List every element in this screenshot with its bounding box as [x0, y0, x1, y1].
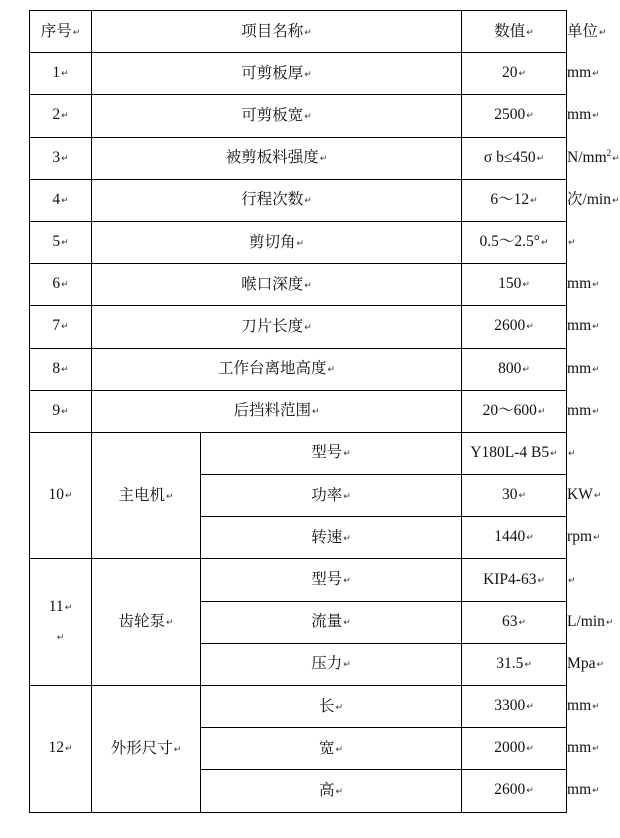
seq-cell: 5↵ — [30, 221, 92, 263]
value-cell: σ b≤450↵ — [462, 137, 567, 179]
table-row: 4↵ 行程次数↵ 6～12↵ 次/min↵ — [30, 179, 567, 221]
value-cell: 800↵ — [462, 348, 567, 390]
seq-cell: 1↵ — [30, 53, 92, 95]
name-cell: 剪切角↵ — [92, 221, 462, 263]
table-row: 7↵ 刀片长度↵ 2600↵ mm↵ — [30, 306, 567, 348]
table-row: 1↵ 可剪板厚↵ 20↵ mm↵ — [30, 53, 567, 95]
name-cell: 后挡料范围↵ — [92, 390, 462, 432]
group-row: 流量↵ 63↵ L/min↵ — [30, 601, 567, 643]
name-cell: 被剪板料强度↵ — [92, 137, 462, 179]
table-row: 8↵ 工作台离地高度↵ 800↵ mm↵ — [30, 348, 567, 390]
name-cell: 工作台离地高度↵ — [92, 348, 462, 390]
seq-cell: 12↵ — [30, 686, 92, 813]
sub-label-cell: 型号↵ — [201, 559, 462, 601]
group-name-cell: 齿轮泵↵ — [92, 559, 201, 686]
value-cell: 63↵ — [462, 601, 567, 643]
value-cell: 30↵ — [462, 475, 567, 517]
name-cell: 可剪板宽↵ — [92, 95, 462, 137]
value-cell: 2500↵ — [462, 95, 567, 137]
group-row: 11↵ ↵ 齿轮泵↵ 型号↵ KIP4-63↵ ↵ — [30, 559, 567, 601]
table-row: 9↵ 后挡料范围↵ 20～600↵ mm↵ — [30, 390, 567, 432]
sub-label-cell: 宽↵ — [201, 728, 462, 770]
group-row: 功率↵ 30↵ KW↵ — [30, 475, 567, 517]
group-row: 压力↵ 31.5↵ Mpa↵ — [30, 643, 567, 685]
header-name: 项目名称↵ — [92, 11, 462, 53]
value-cell: 2600↵ — [462, 770, 567, 812]
group-row: 10↵ 主电机↵ 型号↵ Y180L-4 B5↵ ↵ — [30, 432, 567, 474]
sub-label-cell: 长↵ — [201, 686, 462, 728]
group-row: 12↵ 外形尺寸↵ 长↵ 3300↵ mm↵ — [30, 686, 567, 728]
sub-label-cell: 转速↵ — [201, 517, 462, 559]
value-cell: 20～600↵ — [462, 390, 567, 432]
sub-label-cell: 功率↵ — [201, 475, 462, 517]
group-name-cell: 主电机↵ — [92, 432, 201, 559]
group-row: 高↵ 2600↵ mm↵ — [30, 770, 567, 812]
group-name-cell: 外形尺寸↵ — [92, 686, 201, 813]
table-row: 6↵ 喉口深度↵ 150↵ mm↵ — [30, 264, 567, 306]
seq-cell: 9↵ — [30, 390, 92, 432]
table-row: 2↵ 可剪板宽↵ 2500↵ mm↵ — [30, 95, 567, 137]
value-cell: 2600↵ — [462, 306, 567, 348]
value-cell: KIP4-63↵ — [462, 559, 567, 601]
seq-cell: 6↵ — [30, 264, 92, 306]
value-cell: 1440↵ — [462, 517, 567, 559]
spec-table — [29, 10, 620, 813]
seq-cell: 8↵ — [30, 348, 92, 390]
value-cell: 6～12↵ — [462, 179, 567, 221]
value-cell: 150↵ — [462, 264, 567, 306]
seq-cell: 7↵ — [30, 306, 92, 348]
name-cell: 喉口深度↵ — [92, 264, 462, 306]
sub-label-cell: 压力↵ — [201, 643, 462, 685]
name-cell: 行程次数↵ — [92, 179, 462, 221]
group-row: 宽↵ 2000↵ mm↵ — [30, 728, 567, 770]
seq-cell: 4↵ — [30, 179, 92, 221]
header-seq: 序号↵ — [30, 11, 92, 53]
value-cell: 3300↵ — [462, 686, 567, 728]
sub-label-cell: 型号↵ — [201, 432, 462, 474]
value-cell: 20↵ — [462, 53, 567, 95]
seq-cell: 3↵ — [30, 137, 92, 179]
name-cell: 刀片长度↵ — [92, 306, 462, 348]
value-cell: 2000↵ — [462, 728, 567, 770]
table-row: 5↵ 剪切角↵ 0.5～2.5°↵ ↵ — [30, 221, 567, 263]
header-row: 序号↵ 项目名称↵ 数值↵ 单位↵ — [30, 11, 567, 53]
value-cell: 31.5↵ — [462, 643, 567, 685]
value-cell: 0.5～2.5°↵ — [462, 221, 567, 263]
seq-cell: 11↵ ↵ — [30, 559, 92, 686]
table-row: 3↵ 被剪板料强度↵ σ b≤450↵ $N/mm^2↵$ — [30, 137, 567, 179]
seq-cell: 10↵ — [30, 432, 92, 559]
sub-label-cell: 高↵ — [201, 770, 462, 812]
name-cell: 可剪板厚↵ — [92, 53, 462, 95]
value-cell: Y180L-4 B5↵ — [462, 432, 567, 474]
header-value: 数值↵ — [462, 11, 567, 53]
group-row: 转速↵ 1440↵ rpm↵ — [30, 517, 567, 559]
sub-label-cell: 流量↵ — [201, 601, 462, 643]
seq-cell: 2↵ — [30, 95, 92, 137]
